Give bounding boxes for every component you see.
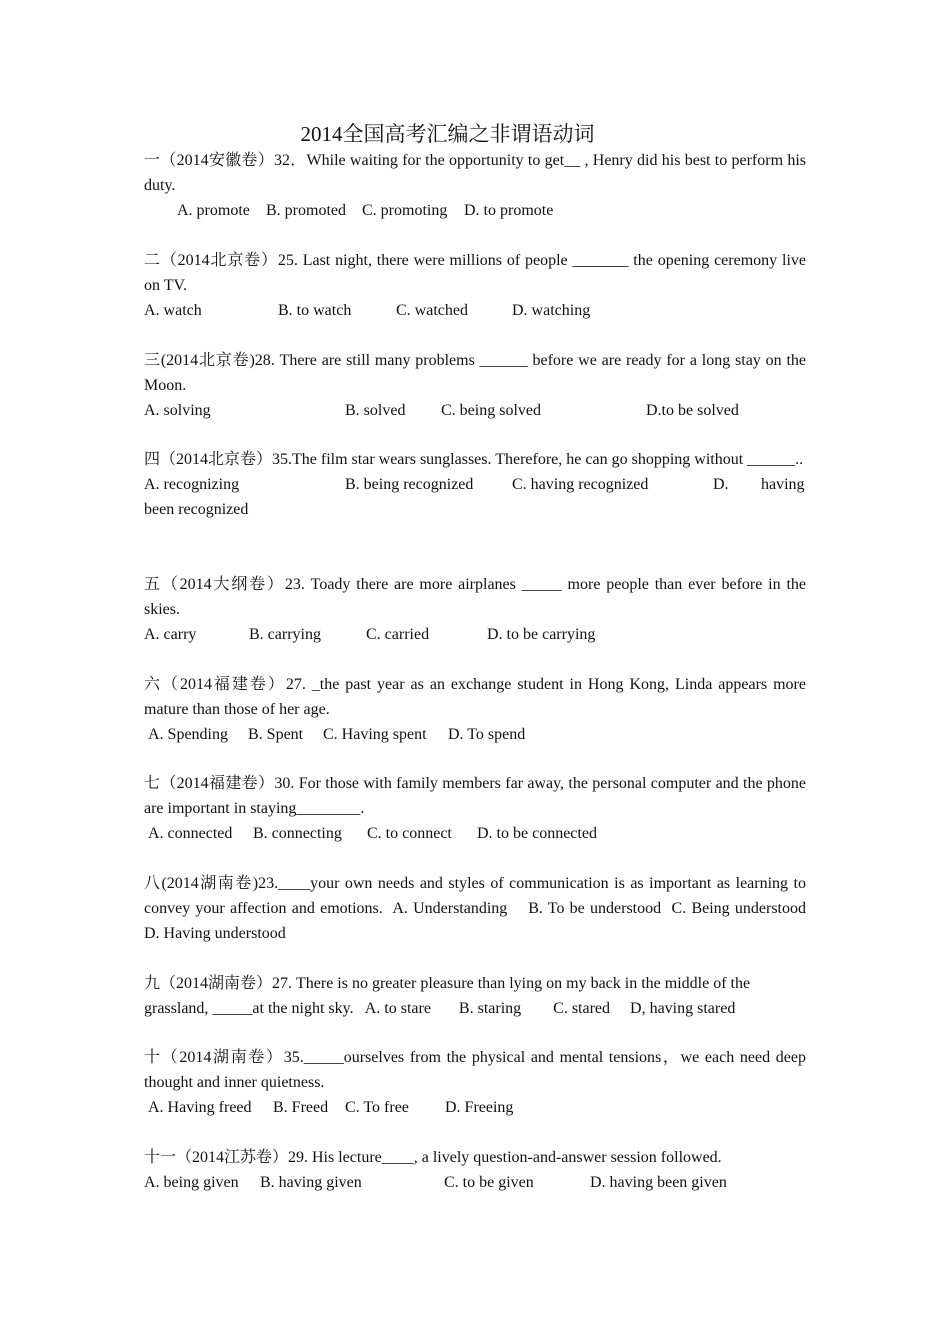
option-b: B. having given bbox=[260, 1174, 362, 1191]
question-5 bbox=[144, 572, 806, 647]
question-stem: 十一（2014江苏卷）29. His lecture____, a lively question-and-answer session followed. bbox=[144, 1149, 722, 1166]
question-3 bbox=[144, 348, 806, 423]
option-d: D. watching bbox=[512, 302, 591, 319]
option-b: B. to watch bbox=[278, 302, 352, 319]
option-d: D. To spend bbox=[448, 726, 526, 743]
option-d-continuation: been recognized bbox=[144, 501, 249, 518]
option-c: C. carried bbox=[366, 626, 430, 643]
option-c: C. to be given bbox=[444, 1174, 534, 1191]
question-stem: 八(2014湖南卷)23.____your own needs and styles of communication is as important as learning to convey your affection and emotions. A. Understanding B. To be understood C. Being understood D. Having understood bbox=[144, 875, 830, 942]
question-stem: 一（2014安徽卷）32．While waiting for the opportunity to get__ , Henry did his best to perform his duty. bbox=[144, 152, 806, 194]
question-stem: 六（2014福建卷）27. _the past year as an exchange student in Hong Kong, Linda appears more mature than those of her age. bbox=[144, 676, 806, 718]
option-b: B. Freed bbox=[273, 1099, 329, 1116]
option-a: A. being given bbox=[144, 1174, 239, 1191]
option-d: D. to be carrying bbox=[487, 626, 596, 643]
options-row bbox=[144, 472, 806, 497]
options-row bbox=[144, 298, 806, 323]
question-1 bbox=[144, 148, 806, 223]
option-d: D. having been given bbox=[590, 1174, 727, 1191]
question-stem: 二（2014北京卷）25. Last night, there were millions of people _______ the opening ceremony live on TV. bbox=[144, 252, 806, 294]
option-c: C. having recognized bbox=[512, 476, 649, 493]
options-row bbox=[144, 1095, 806, 1120]
option-c: C. Having spent bbox=[323, 726, 427, 743]
option-a: A. connected bbox=[148, 825, 233, 842]
option-a: A. Spending bbox=[148, 726, 228, 743]
options-row bbox=[144, 821, 806, 846]
question-10 bbox=[144, 1045, 806, 1120]
option-d-text: having bbox=[761, 476, 805, 493]
options-row bbox=[144, 1170, 806, 1195]
option-d: D. to promote bbox=[464, 202, 554, 219]
question-8 bbox=[144, 871, 830, 946]
question-stem: 十（2014湖南卷）35._____ourselves from the physical and mental tensions，we each need deep thought and inner quietness. bbox=[144, 1049, 806, 1091]
option-b: B. Spent bbox=[248, 726, 304, 743]
option-b: B. being recognized bbox=[345, 476, 474, 493]
option-a: A. Having freed bbox=[148, 1099, 252, 1116]
options-row bbox=[144, 722, 806, 747]
page-title: 2014全国高考汇编之非谓语动词 bbox=[300, 122, 595, 146]
options-row bbox=[144, 622, 806, 647]
option-a: A. carry bbox=[144, 626, 197, 643]
question-4 bbox=[144, 447, 806, 522]
option-b: B. solved bbox=[345, 402, 406, 419]
question-stem: 七（2014福建卷）30. For those with family members far away, the personal computer and the phone are important in staying________. bbox=[144, 775, 806, 817]
question-9 bbox=[144, 971, 806, 1021]
option-c: C. promoting bbox=[362, 202, 448, 219]
options-row bbox=[144, 198, 806, 223]
option-b: B. promoted bbox=[266, 202, 346, 219]
option-a: A. solving bbox=[144, 402, 211, 419]
option-c: C. watched bbox=[396, 302, 468, 319]
option-c: C. being solved bbox=[441, 402, 541, 419]
option-b: B. carrying bbox=[249, 626, 321, 643]
option-c: C. To free bbox=[345, 1099, 409, 1116]
option-c: C. to connect bbox=[367, 825, 452, 842]
options-row bbox=[144, 398, 806, 423]
question-11 bbox=[144, 1145, 806, 1195]
option-a: A. promote bbox=[177, 202, 250, 219]
question-6 bbox=[144, 672, 806, 747]
question-stem: 四（2014北京卷）35.The film star wears sunglasses. Therefore, he can go shopping without ______.. bbox=[144, 451, 804, 468]
option-b: B. connecting bbox=[253, 825, 342, 842]
option-a: A. watch bbox=[144, 302, 202, 319]
question-stem: 九（2014湖南卷）27. There is no greater pleasure than lying on my back in the middle of the grassland, _____at the night sky. A. to stare B. staring C. stared D, having stared bbox=[144, 975, 755, 1017]
option-d: D.to be solved bbox=[646, 402, 739, 419]
option-d: D. to be connected bbox=[477, 825, 597, 842]
question-7 bbox=[144, 771, 806, 846]
question-2 bbox=[144, 248, 806, 323]
question-stem: 五（2014大纲卷）23. Toady there are more airplanes _____ more people than ever before in the skies. bbox=[144, 576, 806, 618]
option-d: D. Freeing bbox=[445, 1099, 514, 1116]
option-d: D. bbox=[713, 476, 729, 493]
question-stem: 三(2014北京卷)28. There are still many problems ______ before we are ready for a long stay on the Moon. bbox=[144, 352, 806, 394]
option-a: A. recognizing bbox=[144, 476, 240, 493]
